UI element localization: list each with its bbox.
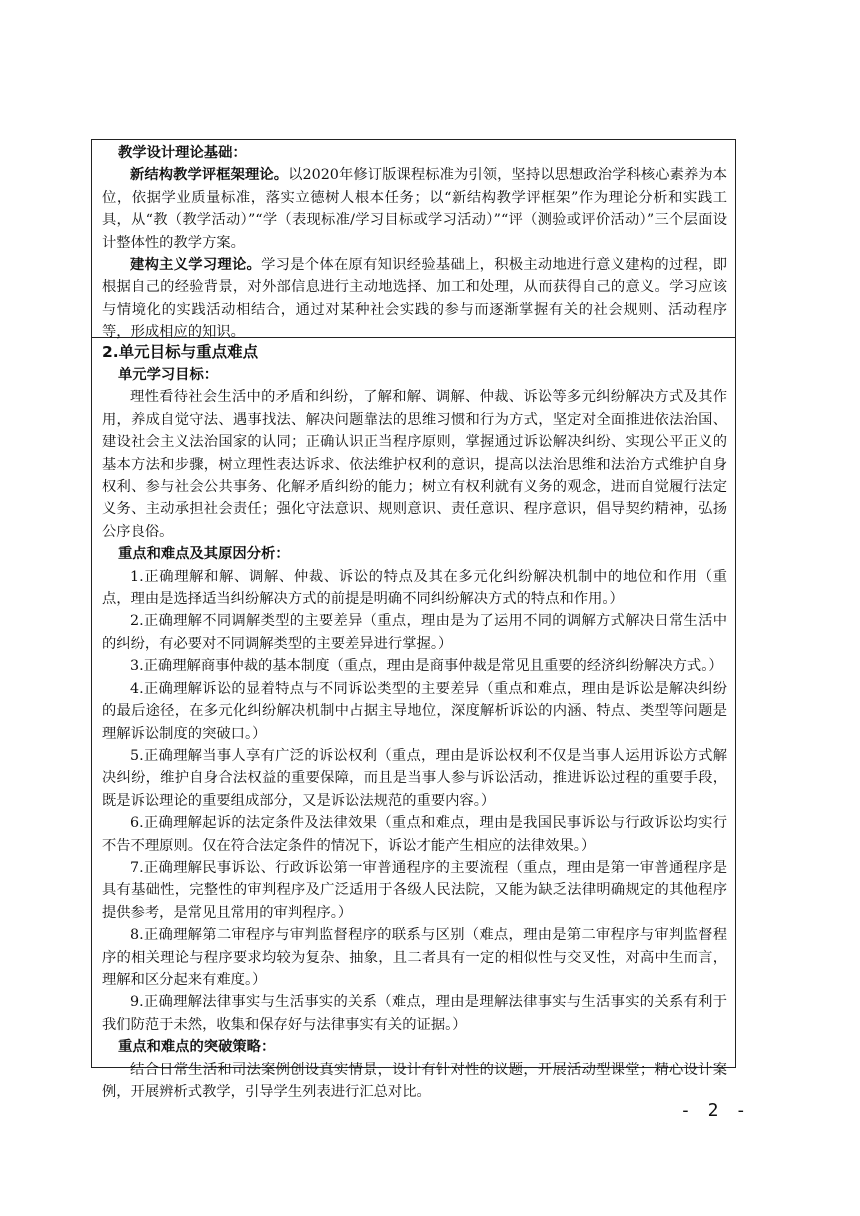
goals-text: 理性看待社会生活中的矛盾和纠纷，了解和解、调解、仲裁、诉讼等多元纠纷解决方式及其作用，养成自觉守法、遇事找法、解决问题靠法的思维习惯和行为方式，坚定对全面推进依法治国、建设社会主义法治国家的认同；正确认识正当程序原则，掌握通过诉讼解决纠纷、实现公平正义的基本方法和步骤，树立理性表达诉求、依法维护权利的意识，提高以法治思维和法治方式维护自身权利、参与社会公共事务、化解矛盾纠纷的能力；树立有权利就有义务的观念，进而自觉履行法定义务、主动承担社会责任；强化守法意识、规则意识、责任意识、程序意识，倡导契约精神，弘扬公序良俗。 — [102, 389, 727, 540]
key-item: 4.正确理解诉讼的显着特点与不同诉讼类型的主要差异（重点和难点，理由是诉讼是解决纠纷的最后途径，在多元化纠纷解决机制中占据主导地位，深度解析诉讼的内涵、特点、类型等问题是理解诉讼制度的突破口。） — [102, 680, 727, 742]
page-number: - 2 - — [680, 1100, 750, 1121]
key-points-heading: 重点和难点及其原因分析： — [118, 546, 290, 563]
theory-cell — [92, 140, 735, 341]
strategy-heading: 重点和难点的突破策略： — [118, 1039, 276, 1056]
theory-heading: 教学设计理论基础： — [118, 145, 247, 161]
theory-paragraph-1 — [102, 164, 727, 254]
section-title: 2.单元目标与重点难点 — [102, 343, 259, 361]
key-item: 2.正确理解不同调解类型的主要差异（重点，理由是为了运用不同的调解方式解决日常生活中的纠纷，有必要对不同调解类型的主要差异进行掌握。） — [102, 613, 727, 652]
theory-lead-1: 新结构教学评框架理论。 — [130, 167, 289, 184]
content-table — [91, 139, 736, 1100]
key-item: 8.正确理解第二审程序与审判监督程序的联系与区别（难点，理由是第二审程序与审判监督程序的相关理论与程序要求均较为复杂、抽象，且二者具有一定的相似性与交叉性，对高中生而言，理解和区分起来有难度。） — [102, 927, 727, 988]
key-item: 6.正确理解起诉的法定条件及法律效果（重点和难点，理由是我国民事诉讼与行政诉讼均实行不告不理原则。仅在符合法定条件的情况下，诉讼才能产生相应的法律效果。） — [102, 815, 727, 854]
theory-paragraph-2 — [102, 254, 727, 344]
key-item: 3.正确理解商事仲裁的基本制度（重点，理由是商事仲裁是常见且重要的经济纠纷解决方式。） — [130, 658, 723, 675]
key-item: 9.正确理解法律事实与生活事实的关系（难点，理由是理解法律事实与生活事实的关系有利于我们防范于未然，收集和保存好与法律事实有关的证据。） — [102, 994, 727, 1033]
key-item: 5.正确理解当事人享有广泛的诉讼权利（重点，理由是诉讼权利不仅是当事人运用诉讼方式解决纠纷，维护自身合法权益的重要保障，而且是当事人参与诉讼活动，推进诉讼过程的重要手段，既是诉讼理论的重要组成部分，又是诉讼法规范的重要内容。） — [102, 747, 727, 809]
theory-text-1: 以2020年修订版课程标准为引领，坚持以思想政治学科核心素养为本位，依据学业质量标准，落实立德树人根本任务；以“新结构教学评框架”作为理论分析和实践工具，从“教（教学活动）”“学（表现标准/学习目标或学习活动）”“评（测验或评价活动）”三个层面设计整体性的教学方案。 — [102, 167, 727, 251]
key-item: 1.正确理解和解、调解、仲裁、诉讼的特点及其在多元化纠纷解决机制中的地位和作用（重点，理由是选择适当纠纷解决方式的前提是明确不同纠纷解决方式的特点和作用。） — [102, 568, 727, 608]
goals-heading: 单元学习目标： — [118, 367, 219, 383]
theory-text-2: 学习是个体在原有知识经验基础上，积极主动地进行意义建构的过程，即根据自己的经验背景，对外部信息进行主动地选择、加工和处理，从而获得自己的意义。学习应该与情境化的实践活动相结合，通过对某种社会实践的参与而逐渐掌握有关的社会规则、活动程序等，形成相应的知识。 — [102, 257, 727, 341]
goals-cell — [92, 338, 735, 1100]
key-item: 7.正确理解民事诉讼、行政诉讼第一审普通程序的主要流程（重点，理由是第一审普通程序是具有基础性，完整性的审判程序及广泛适用于各级人民法院，又能为缺乏法律明确规定的其他程序提供参考，是常见且常用的审判程序。） — [102, 859, 727, 921]
strategy-text: 结合日常生活和司法案例创设真实情景，设计有针对性的议题，开展活动型课堂；精心设计案例，开展辨析式教学，引导学生列表进行汇总对比。 — [102, 1061, 727, 1100]
theory-lead-2: 建构主义学习理论。 — [130, 257, 262, 274]
